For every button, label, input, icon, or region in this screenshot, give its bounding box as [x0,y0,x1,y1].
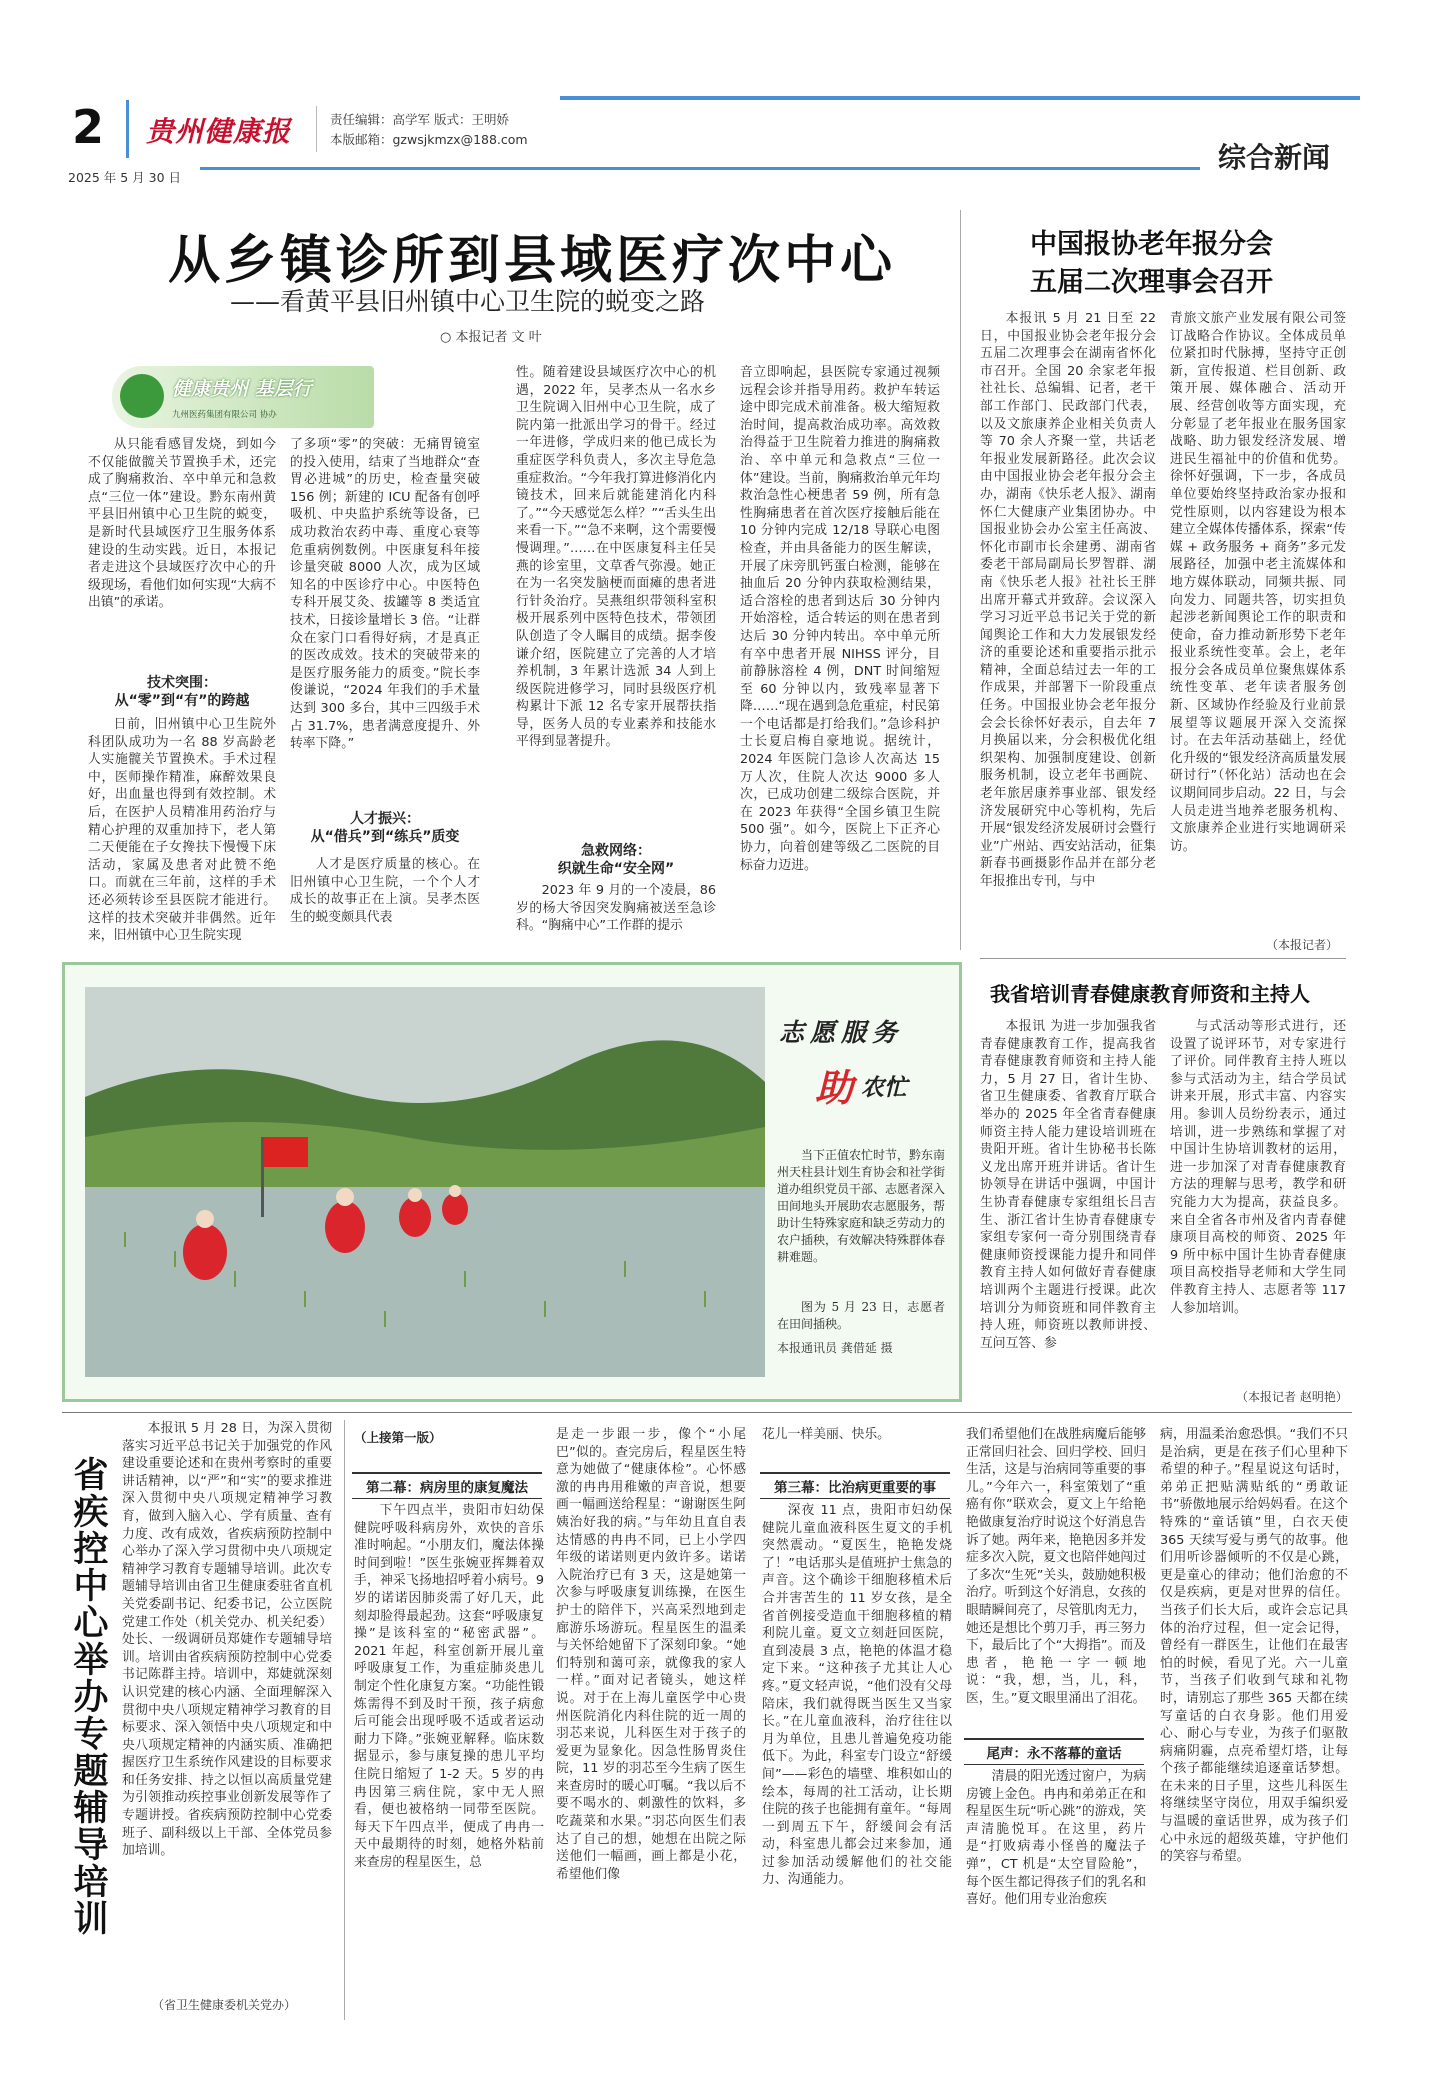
photo-title-1: 志愿服务 [779,1018,904,1047]
lead-col2: 了多项“零”的突破：无痛胃镜室的投入使用，结束了当地群众“查胃必进城”的历史，检查量突破 156 例；新建的 ICU 配备有创呼吸机、中央监护系统等设备，已成功救治农药中毒、重度心衰等危重病例数例。中医康复科年接诊量突破 8000 人次，成为区域知名的中医诊疗中心。中医特色专科开展艾灸、拔罐等 8 类适宜技术，日接诊量增长 3 倍。“让群众在家门口看得好病，才是真正的医改成效。技术的突破带来的是医疗服务能力的质变。”院长李俊谦说，“2024 年我们的手术量达到 300 多台，其中三四级手术占 31.7%，患者满意度提升、外转率下降。” [290,437,480,752]
training-title: 我省培训青春健康教育师资和主持人 [990,982,1310,1006]
lead-col1: 从只能看感冒发烧，到如今不仅能做髋关节置换手术，还完成了胸痛救治、卒中单元和急救点“三位一体”建设。黔东南州黄平县旧州镇中心卫生院的蜕变，是新时代县域医疗卫生服务体系建设的生动实践。近日，本报记者走进这个县域医疗次中心的升级现场，看他们如何实现“大病不出镇”的承诺。 [88,437,276,611]
rice-paddy-scene [85,987,765,1377]
lead-col3b: 2023 年 9 月的一个凌晨，86 岁的杨大爷因突发胸痛被送至急诊科。“胸痛中心”工作群的提示 [516,883,716,934]
photo-title-2: 助 [815,1065,854,1110]
date-line: 2025 年 5 月 30 日 [68,170,182,185]
story-col-c: 花儿一样美丽、快乐。 [762,1427,890,1442]
disease-title: 省疾控中心举办专题辅导培训 [68,1456,108,1937]
lead-col3: 性。随着建设县域医疗次中心的机遇，2022 年，吴孝杰从一名水乡卫生院调入旧州中心卫生院，成了院内第一批派出学习的骨干。经过一年进修，学成归来的他已成长为重症医学科负责人，多次主导危急重症救治。“今年我打算进修消化内镜技术，回来后就能建消化内科了。”“今天感觉怎么样？”“舌头生出来看一下。”“急不来啊，这个需要慢慢调理。”……在中医康复科主任吴燕的诊室里，文草香气弥漫。她正在为一名突发脑梗而面瘫的患者进行针灸治疗。吴燕组织带领科室积极开展系列中医特色技术，带领团队创造了令人瞩目的成绩。据李俊谦介绍，医院建立了完善的人才培养机制，3 年累计选派 34 人到上级医院进修学习，同时县级医疗机构累计下派 12 名专家开展帮扶指导，医务人员的专业素养和技能水平得到显著提升。 [516,365,716,750]
lead-title: 从乡镇诊所到县域医疗次中心 [168,231,897,291]
story-epilogue-head: 尾声：永不落幕的童话 [964,1738,1144,1765]
elderly-col2: 青旅文旅产业发展有限公司签订战略合作协议。全体成员单位紧扣时代脉搏，坚持守正创新，宣传报道、栏目创新、政策开展、媒体融合、活动开展、经营创收等方面实现，充分彰显了老年报业在服务国家战略、助力银发经济发展、增进民生福祉中的价值和优势。徐怀好强调，下一步，各成员单位要始终坚持政治家办报和党性原则，以内容建设为根本建立全媒体传播体系，探索“传媒 + 政务服务 + 商务”多元发展路径，加强中老主流媒体和地方媒体联动，同频共振、同向发力、同题共答，切实担负起涉老新闻舆论工作的职责和使命，奋力推动新形势下老年报业系统性变革。会上，老年报分会各成员单位聚焦媒体系统性变革、老年读者服务创新、区域协作经验及行业前景展望等议题展开深入交流探讨。在去年活动基础上，经优化升级的“银发经济高质量发展研讨行”（怀化站）活动也在会议期间同步启动。22 日，与会人员走进当地养老服务机构、文旅康养企业进行实地调研采访。 [1170,311,1346,854]
column-divider [960,210,961,950]
story-col-d: 我们希望他们在战胜病魔后能够正常回归社会、回归学校、回归生活，这是与治病同等重要的事儿。”今年六一，科室策划了“重癌有你”联欢会，夏文上午给艳艳做康复治疗时说这个好消息告诉了她。两年来，艳艳因多并发症多次入院，夏文也陪伴她闯过了多次“生死”关头，鼓励她积极治疗。听到这个好消息，女孩的眼睛瞬间亮了，尽管肌肉无力，她还是想比个剪刀手，再三努力下，最后比了个“大拇指”。而及患者，艳艳一字一顿地说：“我，想，当，儿，科，医，生。”夏文眼里涌出了泪花。 [966,1427,1146,1706]
story-col-a: 下午四点半，贵阳市妇幼保健院呼吸科病房外，欢快的音乐准时响起。“小朋友们，魔法体操时间到啦！”医生张婉亚挥舞着双手，神采飞扬地招呼着小病号。9 岁的诺诺因肺炎需了好几天，此刻却脸得最起劲。这套“呼吸康复操”是该科室的“秘密武器”。2021 年起，科室创新开展儿童呼吸康复工作，为重症肺炎患儿制定个性化康复方案。“功能性锻炼需得不到及时干预，孩子病愈后可能会出现呼吸不适或者运动耐力下降。”张婉亚解释。临床数据显示，参与康复操的患儿平均住院日缩短了 1-2 天。5 岁的冉冉因第三病住院，家中无人照看，便也被格纳一同带至医院。每天下午四点半，便成了冉冉一天中最期待的时刻，她格外粘前来查房的程星医生，总 [354,1503,544,1870]
training-byline: （本报记者 赵明艳） [1236,1390,1348,1404]
email-line: 本版邮箱：gzwsjkmzx@188.com [330,132,528,147]
volunteer-photo [85,987,765,1377]
story-col-e: 病，用温柔治愈恐惧。“我们不只是治病，更是在孩子们心里种下希望的种子。”程星说这句话时，弟弟正把贴满贴纸的“勇敢证书”骄傲地展示给妈妈看。在这个特殊的“童话镇”里，白衣天使 365 天续写爱与勇气的故事。他们用听诊器倾听的不仅是心跳，更是童心的律动；他们治愈的不仅是疾病，更是对世界的信任。当孩子们长大后，或许会忘记具体的治疗过程，但一定会记得，曾经有一群医生，让他们在最害怕的时候，看见了光。六一儿童节，当孩子们收到气球和礼物时，请别忘了那些 365 天都在续写童话的白衣身影。他们用爱心、耐心与专业，为孩子们驱散病痛阴霾，点亮希望灯塔，让每个孩子都能继续追逐童话梦想。在未来的日子里，这些儿科医生将继续坚守岗位，用双手编织爱与温暖的童话世界，成为孩子们心中永远的超级英雄，守护他们的笑容与希望。 [1160,1427,1348,1865]
story-continued-label: （上接第一版） [354,1430,442,1445]
masthead: 贵州健康报 [146,115,292,148]
elderly-col1: 本报讯 5 月 21 日至 22 日，中国报业协会老年报分会五届二次理事会在湖南省怀化市召开。全国 20 余家老年报社社长、总编辑、记者，老干部工作部门、民政部门代表，以及文旅康养企业相关负责人等 70 余人齐聚一堂，共话老年报业发展新路径。此次会议由中国报业协会老年报分会主办，湖南《快乐老人报》、湖南怀仁大健康产业集团协办。中国报业协会办公室主任高波、怀化市副市长余建勇、湖南省委老干部局副局长罗智群、湖南《快乐老人报》社社长王胖出席开幕式并致辞。会议深入学习习近平总书记关于党的新闻舆论工作和大力发展银发经济的重要论述和重要指示批示精神，全面总结过去一年的工作成果，并部署下一阶段重点任务。中国报业协会老年报分会会长徐怀好表示，自去年 7 月换届以来，分会积极优化组织架构、加强制度建设、创新服务机制，设立老年书画院、老年旅居康养事业部、银发经济发展研究中心等机构，先后开展“银发经济发展研讨会暨行业”广州站、西安站活动，征集新春书画摄影作品并在部分老年报推出专刊，与中 [980,311,1156,889]
lead-col1-subhead-a: 技术突围： [147,675,217,691]
banner-sponsor: 九州医药集团有限公司 协办 [172,410,277,420]
training-col2: 与式活动等形式进行，还设置了说评环节，对专家进行了评价。同伴教育主持人班以参与式活动为主，结合学员试讲来开展，形式丰富、内容实用。参训人员纷纷表示，通过培训，进一步熟练和掌握了对中国计生协培训教材的运用，进一步加深了对青春健康教育方法的理解与思考，教学和研究能力大为提高，获益良多。来自全省各市州及省内青春健康项目高校的师资、2025 年 9 所中标中国计生协青春健康项目高校指导老师和大学生同伴教育主持人、志愿者等 117 人参加培训。 [1170,1019,1346,1316]
elderly-title-2: 五届二次理事会召开 [1030,267,1273,298]
header-accent-line [560,96,1360,100]
lead-col4: 音立即响起，县医院专家通过视频远程会诊并指导用药。救护车转运途中即完成术前准备。极大缩短救治时间，提高救治成功率。高效救治得益于卫生院着力推进的胸痛救治、卒中单元和急救点“三位一体”建设。当前，胸痛救治单元年均救治急性心梗患者 59 例，所有急性胸痛患者在首次医疗接触后能在 10 分钟内完成 12/18 导联心电图检查，并由具备能力的医生解读，开展了床旁肌钙蛋白检测，能够在抽血后 20 分钟内获取检测结果，适合溶栓的患者到达后 30 分钟内开始溶栓，适合转运的则在患者到达后 30 分钟内转出。卒中单元所有卒中患者开展 NIHSS 评分，目前静脉溶栓 4 例，DNT 时间缩短至 60 分钟以内，致残率显著下降……“现在遇到急危重症，村民第一个电话都是打给我们。”急诊科护士长夏启梅自豪地说。据统计，2024 年医院门急诊人次高达 15 万人次，住院人次达 9000 多人次，已成功创建二级综合医院，并在 2023 年获得“全国乡镇卫生院 500 强”。如今，医院上下正齐心协力，向着创建等级乙二医院的目标奋力迈进。 [740,365,940,873]
lead-col1-subhead-b: 从“零”到“有”的跨越 [114,693,250,709]
photo-title-3: 农忙 [861,1074,907,1101]
banner-title: 健康贵州 基层行 [172,378,312,400]
disease-byline: （省卫生健康委机关党办） [152,1998,297,2012]
story-col-c2: 深夜 11 点，贵阳市妇幼保健院儿童血液科医生夏文的手机突然震动。“夏医生，艳艳发烧了！”电话那头是值班护士焦急的声音。这个确诊干细胞移植术后合并害苦生的 11 岁女孩，是全省首例接受造血干细胞移植的精利院儿童。夏文立刻赶回医院，直到凌晨 3 点，艳艳的体温才稳定下来。“这种孩子尤其让人心疼。”夏文轻声说，“他们没有父母陪床，我们就得既当医生又当家长。”在儿童血液科，治疗往往以月为单位，且患儿普遍免疫功能低下。为此，科室专门设立“舒缓间”——彩色的墙壁、堆积如山的绘本，每周的社工活动，让长期住院的孩子也能拥有童年。“每周一到周五下午，舒缓间会有活动，科室患儿都会过来参加，通过参加活动缓解他们的社交能力、沟通能力。 [762,1503,952,1888]
lead-col2b: 人才是医疗质量的核心。在旧州镇中心卫生院，一个个人才成长的故事正在上演。吴孝杰医生的蜕变颇具代表 [290,857,480,925]
elderly-title-1: 中国报协老年报分会 [1030,229,1273,260]
header-divider [126,100,129,158]
training-col1: 本报讯 为进一步加强我省青春健康教育工作，提高我省青春健康教育师资和主持人能力，5 月 27 日，省计生协、省卫生健康委、省教育厅联合举办的 2025 年全省青春健康师资主持人能力建设培训班在贵阳开班。省计生协秘书长陈义龙出席开班并讲话。省计生协领导在讲话中强调，中国计生协青春健康专家组组长吕吉生、浙江省计生协青春健康专家组专家何一奇分别围绕青春健康师资授课能力提升和同伴教育主持人如何做好青春健康培训两个主题进行授课。此次培训分为师资班和同伴教育主持人班，师资班以教师讲授、互问互答、参 [980,1019,1156,1351]
header-blue-rule [200,167,1200,170]
lead-col3-subhead-b: 织就生命“安全网” [557,861,675,877]
lead-col1b: 日前，旧州镇中心卫生院外科团队成功为一名 88 岁高龄老人实施髋关节置换术。手术过程中，医师操作精准，麻醉效果良好，出血量也得到有效控制。术后，在医护人员精准用药治疗与精心护理的双重加持下，老人第二天便能在子女搀扶下慢慢下床活动，家属及患者对此赞不绝口。而就在三年前，这样的手术还必须转诊至县医院才能进行。这样的技术突破并非偶然。近年来，旧州镇中心卫生院实现 [88,717,276,943]
section-divider [980,958,1346,959]
lead-col3-subhead-a: 急救网络： [581,843,651,859]
editor-line: 责任编辑：高学军 版式：王明娇 [330,112,509,127]
story-col-b: 是走一步跟一步，像个“小尾巴”似的。查完房后，程星医生特意为她做了“健康体检”。心怀感激的冉冉用稚嫩的声音说，想要画一幅画送给程星：“谢谢医生阿姨治好我的病。”与年幼且直自表达情感的冉冉不同，已上小学四年级的诺诺则更内敛许多。诺诺入院治疗已有 3 天，这是她第一次参与呼吸康复训练操，在医生护士的陪伴下，兴高采烈地到走廊游乐场游玩。程星医生的温柔与关怀给她留下了深刻印象。“她们特别和蔼可亲，就像我的家人一样。”面对记者镜头，她这样说。对于在上海儿童医学中心贵州医院消化内科住院的近一周的羽芯来说，儿科医生对于孩子的爱更为显象化。因急性肠胃炎住院，11 岁的羽芯至今生病了医生来查房时的暖心叮嘱。“我以后不要不喝水的、刺激性的饮料，多吃蔬菜和水果。”羽芯向医生们表达了自己的想，她想在出院之际送他们一幅画，画上都是小花，希望他们像 [556,1427,746,1882]
health-banner [112,366,374,428]
lead-byline: ○ 本报记者 文 叶 [440,330,542,345]
photo-caption-2: 图为 5 月 23 日，志愿者在田间插秧。 [777,1300,945,1331]
photo-caption: 当下正值农忙时节，黔东南州天柱县计划生育协会和社学街道办组织党员干部、志愿者深入田间地头开展助农志愿服务，帮助计生特殊家庭和缺乏劳动力的农户插秧，有效解决特殊群体春耕难题。 [777,1148,945,1264]
story-act3-head: 第三幕：比治病更重要的事 [760,1472,950,1499]
photo-frame [62,962,962,1402]
section-title: 综合新闻 [1218,141,1331,174]
photo-credit: 本报通讯员 龚借延 摄 [777,1341,893,1355]
page-number: 2 [72,100,105,154]
story-col-d2: 清晨的阳光透过窗户，为病房镀上金色。冉冉和弟弟正在和程星医生玩“听心跳”的游戏，笑声清脆悦耳。在这里，药片是“打败病毒小怪兽的魔法子弹”，CT 机是“太空冒险舱”，每个医生都记得孩子们的乳名和喜好。他们用专业治愈疾 [966,1769,1146,1908]
disease-body: 本报讯 5 月 28 日，为深入贯彻落实习近平总书记关于加强党的作风建设重要论述和在贵州考察时的重要讲话精神，以“严”和“实”的要求推进深入贯彻中央八项规定精神学习教育，做到入脑入心、学有质量、查有力度、改有成效，省疾病预防控制中心举办了深入学习贯彻中央八项规定精神学习教育专题辅导培训。此次专题辅导培训由省卫生健康委驻省直机关党委副书记、纪委书记，公立医院党建工作处（机关党办、机关纪委）处长、一级调研员郑婕作专题辅导培训。培训由省疾病预防控制中心党委书记陈群主持。培训中，郑婕就深刻认识党建的核心内涵、全面理解深入贯彻中央八项规定精神学习教育的目标要求、深入领悟中央八项规定和中央八项规定精神的内涵实质、准确把握医疗卫生系统作风建设的目标要求和任务安排、持之以恒以高质量党建为引领推动疾控事业创新发展等作了专题讲授。省疾病预防控制中心党委班子、副科级以上干部、全体党员参加培训。 [122,1421,332,1859]
bottom-section-rule [62,1412,1352,1413]
lead-col2-subhead-a: 人才振兴： [350,811,420,827]
column-divider-2 [344,1420,345,2020]
elderly-byline: （本报记者） [1266,938,1339,952]
lead-col2-subhead-b: 从“借兵”到“练兵”质变 [310,829,460,845]
header-divider-2 [316,106,317,152]
banner-logo-icon [120,374,164,418]
lead-subtitle: ——看黄平县旧州镇中心卫生院的蜕变之路 [230,287,706,316]
story-act2-head: 第二幕：病房里的康复魔法 [352,1472,542,1499]
